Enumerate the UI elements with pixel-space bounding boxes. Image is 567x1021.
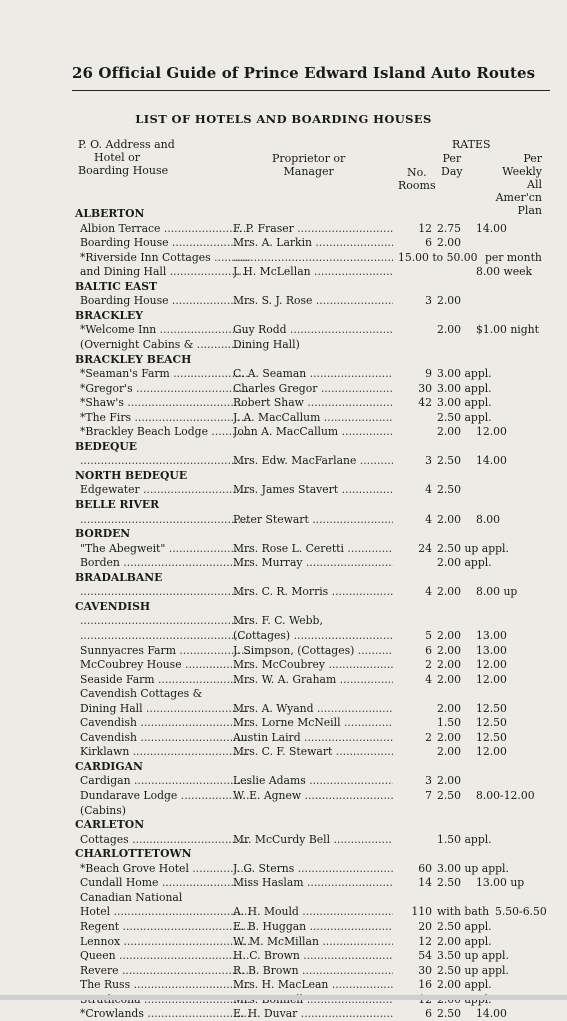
hotel-name: Regent .....: [80, 919, 250, 934]
list-title: LIST OF HOTELS AND BOARDING HOUSES: [135, 112, 432, 126]
proprietor-name: Mr. McCurdy Bell .....: [233, 832, 393, 847]
list-item: [0, 264, 567, 279]
list-item: [0, 948, 567, 963]
list-item: [0, 934, 567, 949]
header-rule: [72, 90, 550, 91]
proprietor-name: Robert Shaw .....: [233, 395, 393, 410]
proprietor-name: Mrs. Edw. MacFarlane .....: [233, 453, 393, 468]
weekly-rate: 8.00 up: [476, 585, 518, 599]
proprietor-name: (Cottages) .....: [233, 628, 393, 643]
list-item: [0, 381, 567, 396]
proprietor-name: Mrs. A. Wyand .....: [233, 701, 393, 716]
daily-rate: 3.00 appl.: [437, 367, 492, 381]
proprietor-name: E. B. Huggan .....: [233, 919, 393, 934]
hotel-name: *Shaw's .....: [80, 395, 250, 410]
proprietor-name: H. C. Brown .....: [233, 948, 393, 963]
proprietor-name: E. H. Duvar .....: [233, 1006, 393, 1021]
daily-rate: with bath: [437, 905, 490, 919]
list-item: [0, 250, 567, 265]
section-heading: BALTIC EAST: [75, 279, 158, 293]
list-item: [0, 744, 567, 759]
proprietor-name: Mrs. A. Larkin .....: [233, 235, 393, 250]
hotel-name: Cottages .....: [80, 832, 250, 847]
rooms-count: 60: [418, 861, 432, 875]
daily-rate: 2.00: [437, 425, 462, 439]
hotel-name: Cavendish .....: [80, 730, 250, 745]
rooms-count: 24: [418, 541, 432, 555]
daily-rate: 2.00: [437, 672, 462, 686]
proprietor-name: Mrs. Rose L. Ceretti .....: [233, 541, 393, 556]
page-title: 26 Official Guide of Prince Edward Island Auto Routes: [72, 64, 536, 82]
column-header-address: P. O. Address and Hotel or Boarding House: [78, 138, 175, 177]
proprietor-name: J. A. MacCallum .....: [233, 410, 393, 425]
proprietor-name: Mrs. S. J. Rose .....: [233, 293, 393, 308]
proprietor-name: Mrs. H. MacLean .....: [233, 977, 393, 992]
daily-rate: 3.00 appl.: [437, 396, 492, 410]
rooms-count: 2: [425, 730, 432, 744]
weekly-rate: 14.00: [476, 221, 507, 235]
section-heading: CHARLOTTETOWN: [75, 847, 192, 861]
list-item: [0, 322, 567, 337]
proprietor-name: Guy Rodd .....: [233, 322, 393, 337]
rooms-count: 7: [425, 789, 432, 802]
weekly-rate: 12.00: [476, 425, 507, 439]
hotel-name: Lennox .....: [80, 934, 250, 949]
daily-rate: 2.50: [437, 789, 462, 802]
weekly-rate: 13.00: [476, 628, 507, 642]
hotel-name: *Seaman's Farm .....: [80, 366, 250, 381]
proprietor-name: J. G. Sterns .....: [233, 861, 393, 876]
list-item: [0, 584, 567, 599]
daily-rate: 2.50 up appl.: [437, 963, 509, 977]
daily-rate: 2.00 appl.: [437, 934, 492, 948]
list-item: [0, 395, 567, 410]
rooms-count: 12: [418, 934, 432, 948]
hotel-name: *The Firs .....: [80, 410, 250, 425]
weekly-rate: 5.50-6.50: [495, 905, 547, 919]
proprietor-name: W. E. Agnew .....: [233, 788, 393, 803]
daily-rate: 2.00: [437, 294, 462, 308]
list-item: [0, 628, 567, 643]
hotel-name: Kirklawn .....: [80, 744, 250, 759]
hotel-name: Canadian National: [80, 890, 183, 904]
hotel-name: and Dining Hall .....: [80, 264, 250, 279]
daily-rate: 2.00: [437, 628, 462, 642]
hotel-name: Edgewater .....: [80, 482, 250, 497]
list-item: [0, 832, 567, 847]
rooms-count: 3: [425, 294, 432, 308]
daily-rate: 15.00 to 50.00: [398, 250, 478, 264]
proprietor-name: John A. MacCallum .....: [233, 424, 393, 439]
list-item: [0, 803, 567, 818]
weekly-rate: 12.50: [476, 730, 507, 744]
proprietor-name: Peter Stewart .....: [233, 512, 393, 527]
weekly-rate: 14.00: [476, 454, 507, 468]
list-item: [0, 366, 567, 381]
weekly-rate: 12.50: [476, 716, 507, 730]
proprietor-name: Mrs. Murray .....: [233, 555, 393, 570]
proprietor-name: Mrs. C. F. Stewart .....: [233, 744, 393, 759]
list-item: [0, 293, 567, 308]
proprietor-name: Mrs. McCoubrey .....: [233, 657, 393, 672]
daily-rate: 2.75: [437, 221, 462, 235]
list-item: [0, 482, 567, 497]
section-heading: CAVENDISH: [75, 599, 151, 613]
section-heading: BRADALBANE: [75, 570, 163, 584]
daily-rate: 2.50 up appl.: [437, 541, 509, 555]
column-header-per-day: Per Day: [441, 152, 463, 178]
section-heading: BEDEQUE: [75, 439, 137, 453]
weekly-rate: 14.00: [476, 1007, 507, 1021]
hotel-name: [80, 613, 250, 628]
list-item: [0, 221, 567, 236]
section-heading: CARDIGAN: [75, 759, 143, 773]
proprietor-name: J. Simpson, (Cottages) .....: [233, 643, 393, 658]
list-item: [0, 424, 567, 439]
hotel-name: Sunnyacres Farm .....: [80, 643, 250, 658]
proprietor-name: W. M. McMillan .....: [233, 934, 393, 949]
hotel-name: Revere .....: [80, 963, 250, 978]
list-item: [0, 512, 567, 527]
proprietor-name: Leslie Adams .....: [233, 773, 393, 788]
hotel-name: Cavendish Cottages &: [80, 687, 203, 701]
list-item: [0, 643, 567, 658]
hotel-name: Cavendish .....: [80, 715, 250, 730]
rooms-count: 16: [418, 978, 432, 992]
hotel-name: [80, 628, 250, 643]
proprietor-name: Dining Hall): [233, 337, 300, 351]
section-heading: BRACKLEY: [75, 308, 143, 322]
daily-rate: 2.00: [437, 585, 462, 599]
list-item: [0, 701, 567, 716]
hotel-name: Cundall Home .....: [80, 875, 250, 890]
proprietor-name: R. B. Brown .....: [233, 963, 393, 978]
proprietor-name: F. P. Fraser .....: [233, 221, 393, 236]
list-item: [0, 541, 567, 556]
proprietor-name: [233, 250, 393, 265]
rooms-count: 12: [418, 221, 432, 235]
hotel-name: [80, 584, 250, 599]
list-item: [0, 337, 567, 352]
hotel-name: Cardigan .....: [80, 773, 250, 788]
list-item: [0, 730, 567, 745]
rooms-count: 3: [425, 454, 432, 468]
hotel-name: (Cabins): [80, 803, 126, 817]
rooms-count: 6: [425, 643, 432, 657]
proprietor-name: Charles Gregor .....: [233, 381, 393, 396]
proprietor-name: J. H. McLellan .....: [233, 264, 393, 279]
weekly-rate: 8.00 week: [476, 265, 533, 279]
list-item: [0, 919, 567, 934]
list-item: [0, 963, 567, 978]
hotel-name: Hotel .....: [80, 904, 250, 919]
hotel-name: Boarding House .....: [80, 293, 250, 308]
list-item: [0, 235, 567, 250]
proprietor-name: Mrs. James Stavert .....: [233, 482, 393, 497]
rooms-count: 42: [418, 396, 432, 410]
hotel-name: *Gregor's .....: [80, 381, 250, 396]
proprietor-name: Austin Laird .....: [233, 730, 393, 745]
list-item: [0, 672, 567, 687]
list-item: [0, 715, 567, 730]
list-item: [0, 686, 567, 701]
daily-rate: 2.00: [437, 701, 462, 715]
daily-rate: 2.00 appl.: [437, 556, 492, 570]
rooms-count: 6: [425, 236, 432, 250]
daily-rate: 2.50: [437, 876, 462, 890]
rooms-count: 5: [425, 628, 432, 642]
hotel-name: [80, 453, 250, 468]
hotel-name: Dining Hall .....: [80, 701, 250, 716]
rooms-count: 3: [425, 774, 432, 788]
page-edge: [0, 995, 567, 1000]
section-heading: ALBERTON: [75, 207, 145, 220]
hotel-name: Boarding House .....: [80, 235, 250, 250]
daily-rate: 2.00: [437, 730, 462, 744]
daily-rate: 2.00: [437, 745, 462, 759]
proprietor-name: Mrs. W. A. Graham .....: [233, 672, 393, 687]
rooms-count: 14: [418, 876, 432, 890]
proprietor-name: Mrs. Lorne McNeill .....: [233, 715, 393, 730]
rooms-count: 4: [425, 483, 432, 497]
hotel-name: Dundarave Lodge .....: [80, 788, 250, 803]
section-heading: BELLE RIVER: [75, 498, 160, 511]
rooms-count: 6: [425, 1007, 432, 1021]
daily-rate: 2.00: [437, 643, 462, 657]
section-heading: NORTH BEDEQUE: [75, 468, 188, 482]
daily-rate: 2.50 appl.: [437, 919, 492, 933]
column-header-rooms: No. Rooms: [398, 166, 436, 192]
column-header-rates: RATES: [452, 138, 491, 151]
weekly-rate: 13.00: [476, 643, 507, 657]
hotel-name: *Beach Grove Hotel .....: [80, 861, 250, 876]
list-item: [0, 555, 567, 570]
weekly-rate: $1.00 night: [476, 323, 539, 337]
list-item: [0, 977, 567, 992]
weekly-rate: 12.00: [476, 658, 507, 672]
daily-rate: 3.00 appl.: [437, 381, 492, 395]
hotel-name: *Crowlands .....: [80, 1006, 250, 1021]
list-item: [0, 904, 567, 919]
daily-rate: 2.00: [437, 236, 462, 250]
hotel-name: The Russ .....: [80, 977, 250, 992]
list-item: [0, 453, 567, 468]
daily-rate: 1.50 appl.: [437, 832, 492, 846]
section-heading: BRACKLEY BEACH: [75, 352, 192, 366]
hotel-name: *Welcome Inn .....: [80, 322, 250, 337]
weekly-rate: 12.00: [476, 745, 507, 759]
daily-rate: 2.50 appl.: [437, 410, 492, 424]
list-item: [0, 788, 567, 803]
hotel-name: *Riverside Inn Cottages .....: [80, 250, 250, 265]
list-item: [0, 773, 567, 788]
weekly-rate: 8.00-12.00: [476, 789, 535, 802]
daily-rate: 2.50: [437, 1007, 462, 1021]
daily-rate: 2.00: [437, 774, 462, 788]
hotel-name: Seaside Farm .....: [80, 672, 250, 687]
rooms-count: 30: [418, 963, 432, 977]
list-item: [0, 875, 567, 890]
rooms-count: 110: [411, 905, 432, 919]
weekly-rate: per month: [485, 250, 542, 264]
column-header-proprietor: Proprietor or Manager: [272, 152, 346, 178]
section-heading: BORDEN: [75, 527, 131, 541]
daily-rate: 2.00 appl.: [437, 978, 492, 992]
list-item: [0, 657, 567, 672]
weekly-rate: 13.00 up: [476, 876, 525, 890]
list-item: [0, 861, 567, 876]
hotel-name: McCoubrey House .....: [80, 657, 250, 672]
daily-rate: 3.50 up appl.: [437, 949, 509, 963]
daily-rate: 2.00: [437, 323, 462, 337]
rooms-count: 4: [425, 672, 432, 686]
hotel-name: (Overnight Cabins & .....: [80, 337, 250, 352]
proprietor-name: C. A. Seaman .....: [233, 366, 393, 381]
weekly-rate: 12.00: [476, 672, 507, 686]
daily-rate: 2.00: [437, 512, 462, 526]
hotel-name: *Brackley Beach Lodge .....: [80, 424, 250, 439]
rooms-count: 54: [418, 949, 432, 963]
list-item: [0, 1006, 567, 1021]
rooms-count: 4: [425, 585, 432, 599]
rooms-count: 30: [418, 381, 432, 395]
daily-rate: 2.50: [437, 483, 462, 497]
hotel-name: [80, 512, 250, 527]
weekly-rate: 8.00: [476, 512, 501, 526]
rooms-count: 4: [425, 512, 432, 526]
proprietor-name: A. H. Mould .....: [233, 904, 393, 919]
hotel-name: Borden .....: [80, 555, 250, 570]
weekly-rate: 12.50: [476, 701, 507, 715]
hotel-name: Queen .....: [80, 948, 250, 963]
list-item: [0, 613, 567, 628]
rooms-count: 20: [418, 919, 432, 933]
daily-rate: 1.50: [437, 716, 462, 730]
proprietor-name: Mrs. F. C. Webb,: [233, 614, 323, 628]
section-heading: CARLETON: [75, 818, 145, 832]
hotel-name: "The Abegweit" .....: [80, 541, 250, 556]
rooms-count: 2: [425, 658, 432, 672]
rooms-count: 9: [425, 367, 432, 381]
list-item: [0, 890, 567, 905]
proprietor-name: Mrs. C. R. Morris .....: [233, 584, 393, 599]
hotel-name: Albion Terrace .....: [80, 221, 250, 236]
proprietor-name: Miss Haslam .....: [233, 875, 393, 890]
daily-rate: 2.50: [437, 454, 462, 468]
column-header-weekly: Per Weekly All Amer'cn Plan: [495, 152, 542, 217]
daily-rate: 2.00: [437, 658, 462, 672]
list-item: [0, 410, 567, 425]
daily-rate: 3.00 up appl.: [437, 861, 509, 875]
